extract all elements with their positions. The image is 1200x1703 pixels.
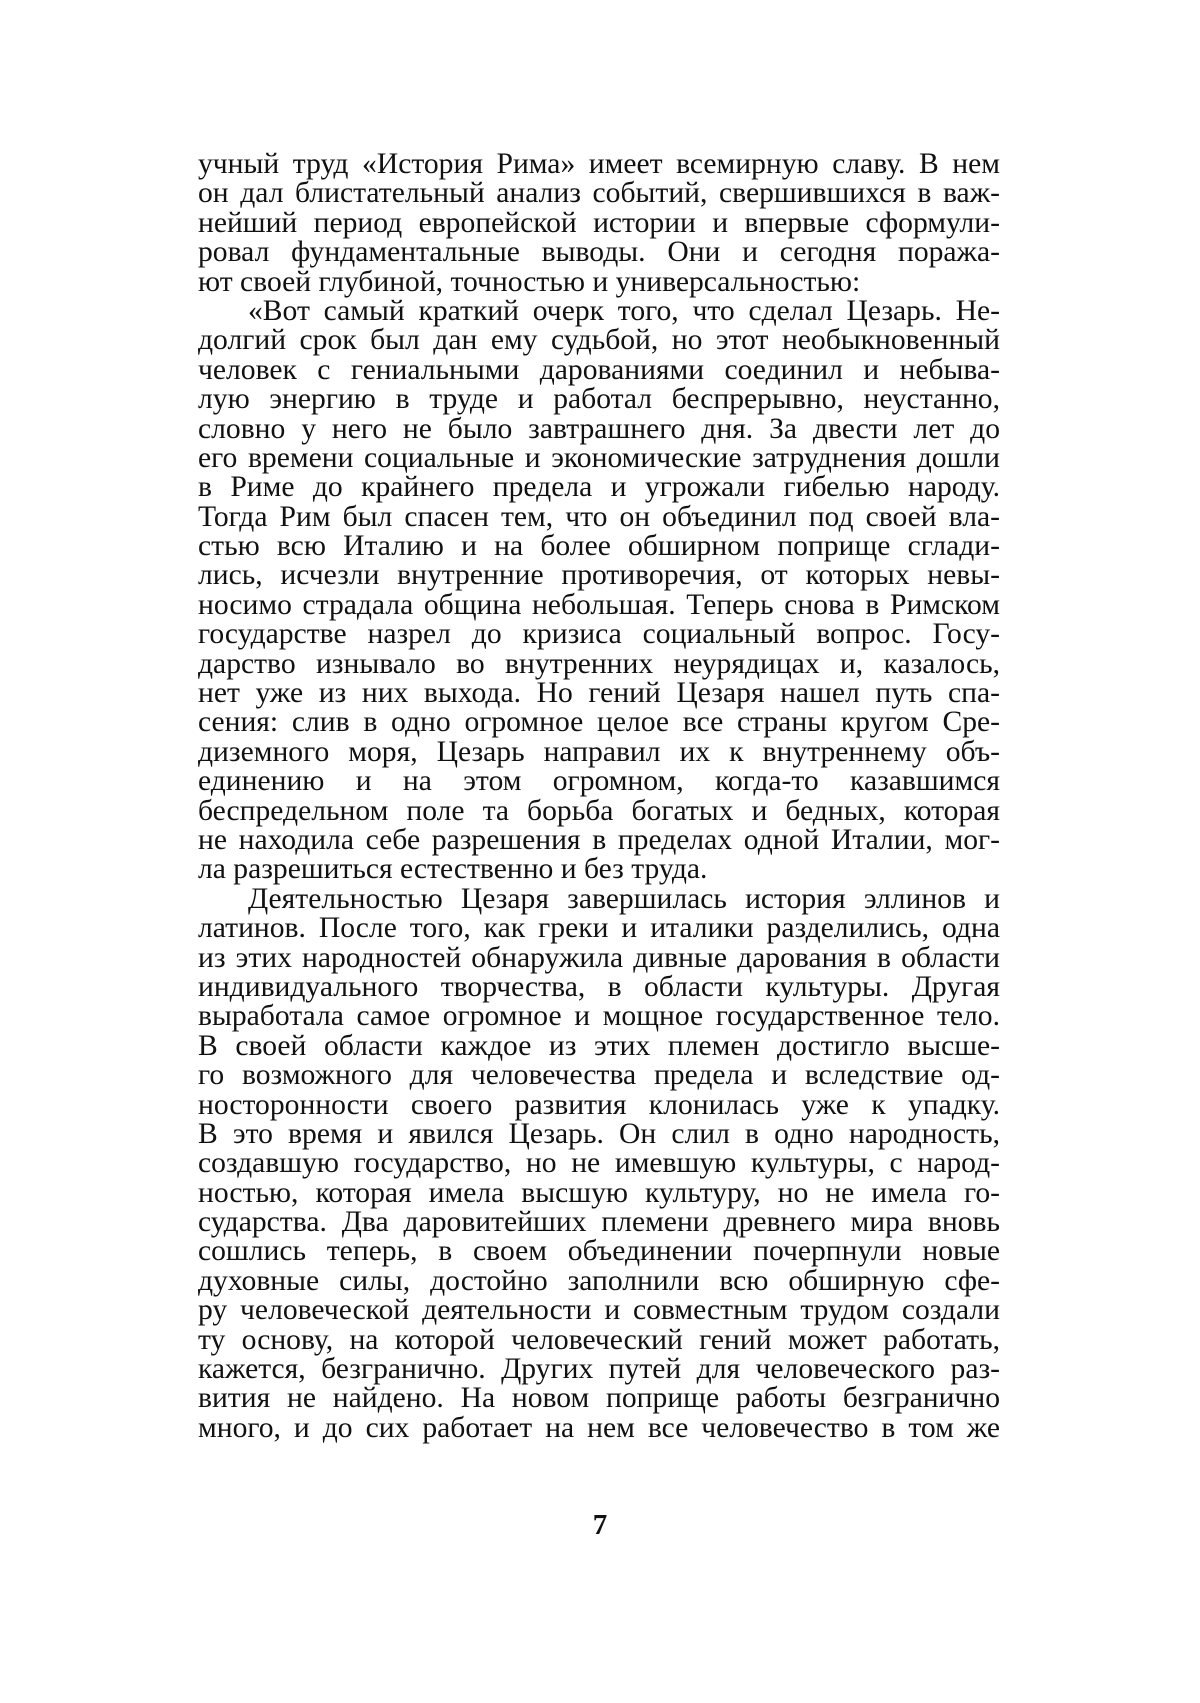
text-line: «Вот самый краткий очерк того, что сделал Цезарь. Не- <box>248 294 1000 327</box>
text-line: носторонности своего развития клонилась уже к упадку. <box>198 1088 1000 1121</box>
text-line: Тогда Рим был спасен тем, что он объединил под своей вла- <box>198 500 1000 533</box>
text-line: много, и до сих работает на нем все человечество в том же <box>198 1411 1000 1444</box>
text-line: государстве назрел до кризиса социальный вопрос. Госу- <box>198 618 1000 651</box>
text-line: дарство изнывало во внутренних неурядицах и, казалось, <box>198 647 1000 680</box>
text-line: из этих народностей обнаружила дивные дарования в области <box>198 941 1000 974</box>
text-line: ровал фундаментальные выводы. Они и сегодня поража- <box>198 236 1000 269</box>
text-line: долгий срок был дан ему судьбой, но этот необыкновенный <box>198 324 1000 357</box>
text-line: ностью, которая имела высшую культуру, но не имела го- <box>198 1176 1000 1209</box>
text-line: индивидуального творчества, в области культуры. Другая <box>198 970 1000 1003</box>
text-line: В своей области каждое из этих племен достигло высше- <box>198 1029 1000 1062</box>
text-line: сошлись теперь, в своем объединении почерпнули новые <box>198 1235 1000 1268</box>
text-line: создавшую государство, но не имевшую культуры, с народ- <box>198 1147 1000 1180</box>
text-line: ют своей глубиной, точностью и универсальностью: <box>198 265 861 298</box>
text-line: нет уже из них выхода. Но гений Цезаря нашел путь спа- <box>198 677 1000 710</box>
text-line: стью всю Италию и на более обширном поприще сглади- <box>198 530 1000 563</box>
text-line: ру человеческой деятельности и совместным трудом создали <box>198 1294 1000 1327</box>
text-line: В это время и явился Цезарь. Он слил в одно народность, <box>198 1117 1000 1150</box>
text-line: беспредельном поле та борьба богатых и бедных, которая <box>198 794 1000 827</box>
text-line: его времени социальные и экономические затруднения дошли <box>198 441 1000 474</box>
text-line: лись, исчезли внутренние противоречия, от которых невы- <box>198 559 1000 592</box>
text-line: не находила себе разрешения в пределах одной Италии, мог- <box>198 823 1000 856</box>
text-line: кажется, безгранично. Других путей для человеческого раз- <box>198 1353 1000 1386</box>
text-line: нейший период европейской истории и впервые сформули- <box>198 206 1000 239</box>
text-line: в Риме до крайнего предела и угрожали гибелью народу. <box>198 471 1000 504</box>
text-line: духовные силы, достойно заполнили всю обширную сфе- <box>198 1264 1000 1297</box>
body-text <box>198 150 1000 1443</box>
text-line: единению и на этом огромном, когда-то казавшимся <box>198 765 1000 798</box>
text-line: вития не найдено. На новом поприще работы безгранично <box>198 1382 1000 1415</box>
text-line: Деятельностью Цезаря завершилась история эллинов и <box>248 882 1000 915</box>
text-line: го возможного для человечества предела и вследствие од- <box>198 1059 1000 1092</box>
text-line: ту основу, на которой человеческий гений может работать, <box>198 1323 1000 1356</box>
text-line: человек с гениальными дарованиями соединил и небыва- <box>198 353 1000 386</box>
text-line: носимо страдала община небольшая. Теперь снова в Римском <box>198 588 1000 621</box>
page-number: 7 <box>592 1509 608 1541</box>
text-line: он дал блистательный анализ событий, свершившихся в важ- <box>198 177 1000 210</box>
text-line: сударства. Два даровитейших племени древнего мира вновь <box>198 1206 1000 1239</box>
text-line: сения: слив в одно огромное целое все страны кругом Сре- <box>198 706 1000 739</box>
text-line: лую энергию в труде и работал беспрерывно, неустанно, <box>198 383 1000 416</box>
text-line: словно у него не было завтрашнего дня. За двести лет до <box>198 412 1000 445</box>
text-line: выработала самое огромное и мощное государственное тело. <box>198 1000 1000 1033</box>
text-line: учный труд «История Рима» имеет всемирную славу. В нем <box>198 148 1000 180</box>
text-line: диземного моря, Цезарь направил их к внутреннему объ- <box>198 735 1000 768</box>
text-line: латинов. После того, как греки и италики разделились, одна <box>198 912 1000 945</box>
text-line: ла разрешиться естественно и без труда. <box>198 853 708 886</box>
